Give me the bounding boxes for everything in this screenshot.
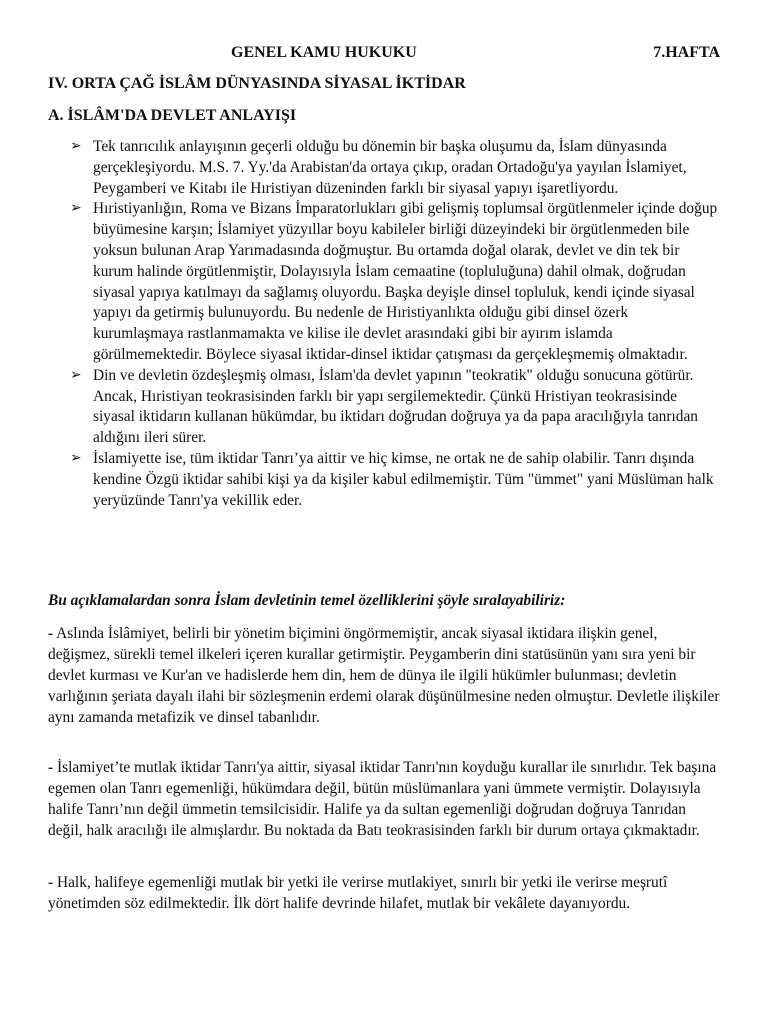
- bullet-item: [70, 366, 720, 449]
- bullet-item: [70, 199, 720, 365]
- subsection-title: A. İSLÂM'DA DEVLET ANLAYIŞI: [48, 107, 297, 124]
- arrow-bullet-icon: ➢: [70, 450, 82, 466]
- bullet-text: İslamiyette ise, tüm iktidar Tanrı’ya aittir ve hiç kimse, ne ortak ne de sahip olabilir. Tanrı dışında kendine Özgü iktidar sahibi kişi ya da kişiler kabul edilmemiştir. Tüm "ümmet" yani Müslüman halk yeryüzünde Tanrı'ya vekillik eder.: [93, 449, 714, 509]
- summary-heading: Bu açıklamalardan sonra İslam devletinin temel özelliklerini şöyle sıralayabiliriz:: [48, 592, 566, 609]
- paragraph-text: Aslında İslâmiyet, belirli bir yönetim biçimini öngörmemiştir, ancak siyasal iktidara ilişkin genel, değişmez, sürekli temel ilkeleri içeren kurallar getirmiştir. Peygamberin dini statüsünün yanı sıra yeni bir devlet kurması ve Kur'an ve hadislerde hem din, hem de dünya ile ilgili hükümler bulunması; devletin varlığının şeriata dayalı ilahi bir sözleşmenin erdemi olarak düşünülmesine neden olmuştur. Devletle ilişkiler aynı zamanda metafizik ve dinsel tabanlıdır.: [48, 625, 720, 726]
- bullet-text: Tek tanrıcılık anlayışının geçerli olduğu bu dönemin bir başka oluşumu da, İslam dünyasında gerçekleşiyordu. M.S. 7. Yy.'da Arabistan'da ortaya çıkıp, oradan Ortadoğu'ya yayılan İslamiyet, Peygamberi ve Kitabı ile Hıristiyan düzeninden farklı bir siyasal yapıyı işaretliyordu.: [93, 138, 687, 197]
- bullet-text: Hıristiyanlığın, Roma ve Bizans İmparatorlukları gibi gelişmiş toplumsal örgütlenmeler içinde doğup büyümesine karşın; İslamiyet yüzyıllar boyu kabileler birliği düzeyindeki bir örgütlenmeden bile yoksun bulunan Arap Yarımadasında doğmuştur. Bu ortamda doğal olarak, devlet ve din tek bir kurum halinde örgütlenmiştir, Dolayısıyla İslam cemaatine (topluluğuna) dahil olmak, doğrudan siyasal yapıya katılmayı da sağlamış oluyordu. Başka deyişle dinsel topluluk, kendi içinde siyasal yapıyı da getirmiş bulunuyordu. Bu nedenle de Hıristiyanlıkta olduğu gibi dinsel özerk kurumlaşmaya rastlanmamakta ve kilise ile devlet arasındaki gibi bir ayırım islamda görülmemektedir. Böylece siyasal iktidar-dinsel iktidar çatışması da gerçekleşmemiş olmaktadır.: [93, 200, 718, 363]
- paragraph: [48, 623, 720, 728]
- section-title: IV. ORTA ÇAĞ İSLÂM DÜNYASINDA SİYASAL İKTİDAR: [48, 75, 466, 92]
- week-label: 7.HAFTA: [653, 44, 720, 61]
- paragraph-dash: -: [48, 759, 54, 776]
- paragraph-dash: -: [48, 625, 54, 642]
- bullet-text: Din ve devletin özdeşleşmiş olması, İslam'da devlet yapının "teokratik" olduğu sonucuna götürür. Ancak, Hıristiyan teokrasisinden farklı bir yapı sergilemektedir. Çünkü Hristiyan teokrasisinde siyasal iktidarın kullanan hükümdar, bu iktidarı doğrudan doğruya ya da papa aracılığıyla tanrıdan aldığını ileri sürer.: [93, 366, 698, 447]
- bullet-list: [70, 137, 720, 511]
- paragraph-dash: -: [48, 874, 54, 891]
- arrow-bullet-icon: ➢: [70, 367, 82, 383]
- page-header: [48, 44, 720, 66]
- bullet-item: [70, 449, 720, 511]
- arrow-bullet-icon: ➢: [70, 139, 82, 154]
- arrow-bullet-icon: ➢: [70, 201, 82, 217]
- course-title: GENEL KAMU HUKUKU: [231, 44, 417, 61]
- paragraph-text: Halk, halifeye egemenliği mutlak bir yetki ile verirse mutlakiyet, sınırlı bir yetki ile verirse meşrutî yönetimden söz edilmektedir. İlk dört halife devrinde hilafet, mutlak bir vekâlete dayanıyordu.: [48, 874, 668, 912]
- paragraph: [48, 757, 720, 841]
- paragraph-text: İslamiyet’te mutlak iktidar Tanrı'ya aittir, siyasal iktidar Tanrı'nın koyduğu kurallar ile sınırlıdır. Tek başına egemen olan Tanrı egemenliği, hükümdara değil, bütün müslümanlara yani ümmete vermiştir. Dolayısıyla halife Tanrı’nın değil ümmetin temsilcisidir. Halife ya da sultan egemenliği doğrudan doğruya Tanrıdan değil, halk aracılığı ile almışlardır. Bu noktada da Batı teokrasisinden farklı bir durum ortaya çıkmaktadır.: [48, 759, 717, 839]
- bullet-item: [70, 137, 720, 199]
- paragraph: [48, 872, 720, 914]
